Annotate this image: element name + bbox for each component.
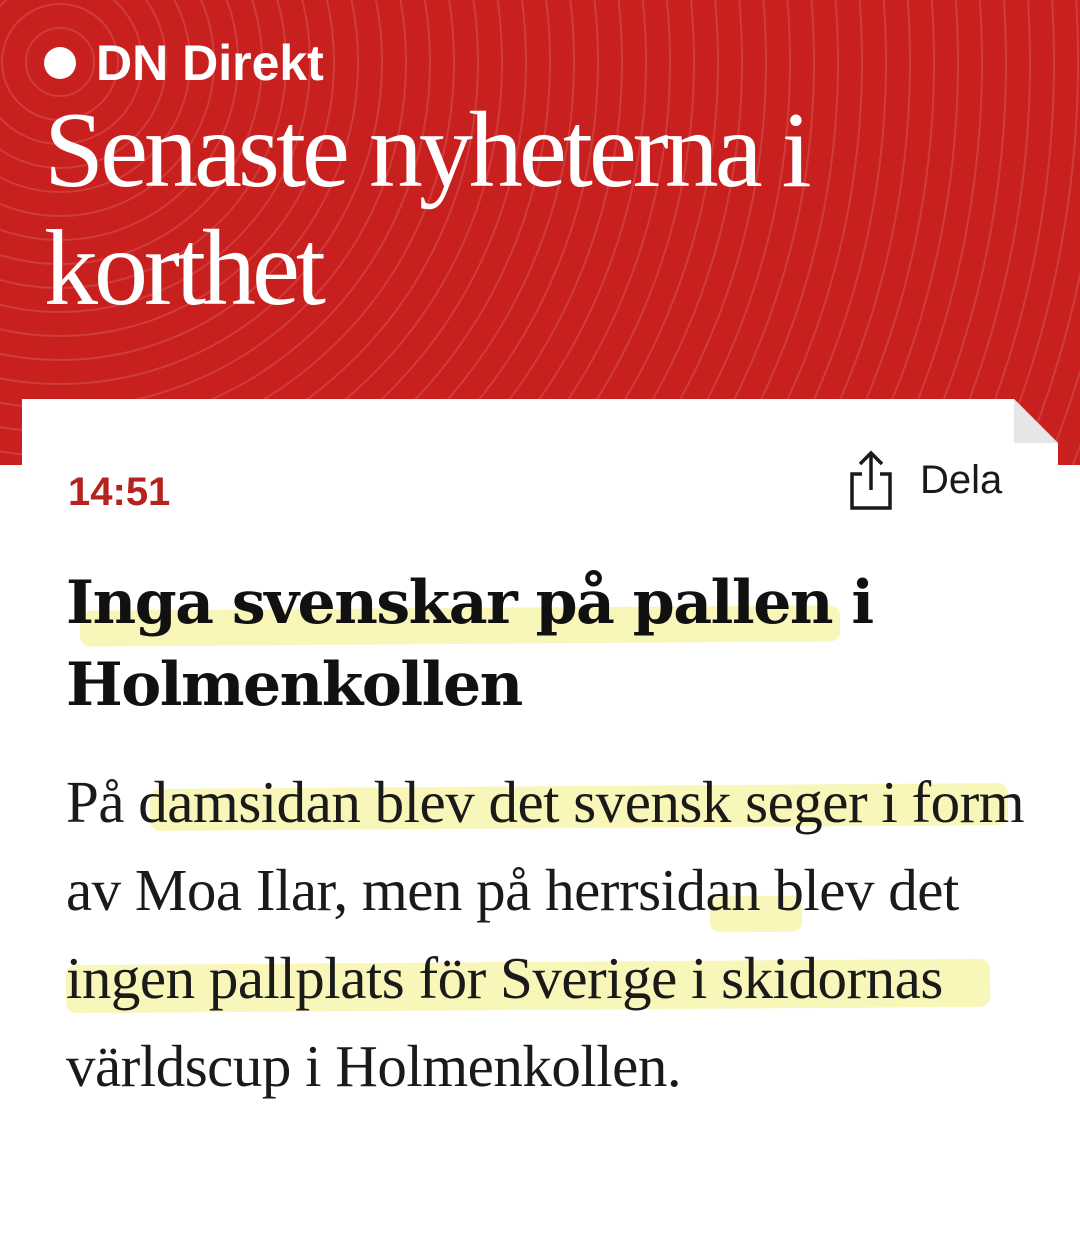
share-button[interactable] <box>846 448 1002 512</box>
page-title: Senaste nyheterna i korthet <box>44 91 808 328</box>
share-icon <box>846 448 896 512</box>
live-badge[interactable] <box>44 36 324 90</box>
live-label: DN Direkt <box>96 35 324 91</box>
news-timestamp: 14:51 <box>68 470 171 514</box>
news-lead: På damsidan blev det svensk seger i form av Moa Ilar, men på herrsidan blev det ingen pallplats för Sverige i skidornas världscup i Holmenkollen. <box>66 769 1025 1099</box>
header-banner <box>0 0 1080 465</box>
share-label: Dela <box>920 458 1003 502</box>
live-dot-icon <box>44 47 76 79</box>
news-headline[interactable]: Inga svenskar på pallen i Holmenkollen <box>66 568 873 720</box>
